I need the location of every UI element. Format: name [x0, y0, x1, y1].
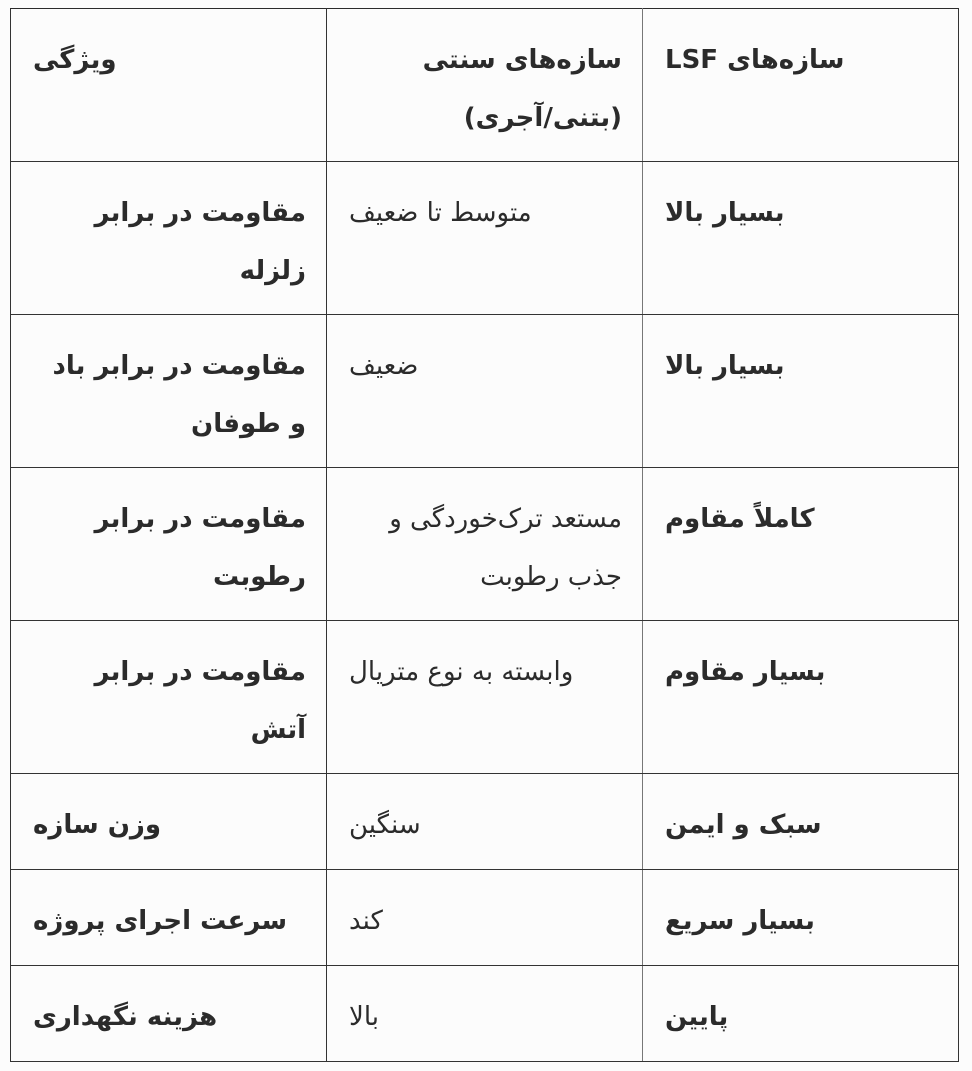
- cell-traditional: [327, 966, 643, 1062]
- cell-traditional: [327, 774, 643, 870]
- cell-text: سنگین: [349, 810, 421, 840]
- table-row: [11, 315, 959, 468]
- table-row: [11, 468, 959, 621]
- header-lsf: [643, 9, 959, 162]
- cell-text: وزن سازه: [33, 810, 162, 840]
- cell-feature: [11, 315, 327, 468]
- cell-text: وابسته به نوع متریال: [349, 657, 574, 687]
- cell-feature: [11, 870, 327, 966]
- cell-text: پایین: [665, 1002, 729, 1032]
- cell-lsf: [643, 162, 959, 315]
- cell-lsf: [643, 468, 959, 621]
- cell-text: مقاومت در برابر زلزله: [94, 198, 306, 286]
- header-traditional: [327, 9, 643, 162]
- cell-text: بالا: [349, 1002, 379, 1032]
- comparison-table: [10, 8, 959, 1062]
- cell-text: کاملاً مقاوم: [665, 504, 815, 534]
- cell-text: سبک و ایمن: [665, 810, 822, 840]
- cell-traditional: [327, 468, 643, 621]
- table-row: [11, 774, 959, 870]
- cell-text: بسیار سریع: [665, 906, 815, 936]
- cell-text: متوسط تا ضعیف: [349, 198, 532, 228]
- header-feature: [11, 9, 327, 162]
- cell-text: مقاومت در برابر رطوبت: [94, 504, 306, 592]
- cell-feature: [11, 621, 327, 774]
- cell-text: مقاومت در برابر آتش: [94, 657, 306, 745]
- header-lsf-label: سازه‌های LSF: [665, 45, 845, 75]
- cell-text: سرعت اجرای پروژه: [33, 906, 288, 936]
- cell-traditional: [327, 162, 643, 315]
- cell-lsf: [643, 315, 959, 468]
- header-traditional-label: سازه‌های سنتی (بتنی/آجری): [422, 45, 622, 133]
- cell-lsf: [643, 774, 959, 870]
- cell-text: هزینه نگهداری: [33, 1002, 218, 1032]
- cell-lsf: [643, 966, 959, 1062]
- cell-traditional: [327, 870, 643, 966]
- cell-lsf: [643, 870, 959, 966]
- table-row: [11, 870, 959, 966]
- cell-feature: [11, 162, 327, 315]
- cell-lsf: [643, 621, 959, 774]
- table-row: [11, 162, 959, 315]
- cell-text: بسیار بالا: [665, 198, 785, 228]
- cell-text: بسیار مقاوم: [665, 657, 826, 687]
- cell-traditional: [327, 315, 643, 468]
- cell-feature: [11, 468, 327, 621]
- cell-text: مستعد ترک‌خوردگی و جذب رطوبت: [389, 504, 622, 592]
- table-row: [11, 621, 959, 774]
- table-row: [11, 966, 959, 1062]
- cell-feature: [11, 774, 327, 870]
- cell-text: بسیار بالا: [665, 351, 785, 381]
- table-header-row: [11, 9, 959, 162]
- cell-feature: [11, 966, 327, 1062]
- cell-text: مقاومت در برابر باد و طوفان: [52, 351, 306, 439]
- cell-traditional: [327, 621, 643, 774]
- cell-text: کند: [349, 906, 383, 936]
- header-feature-label: ویژگی: [33, 45, 117, 75]
- cell-text: ضعیف: [349, 351, 419, 381]
